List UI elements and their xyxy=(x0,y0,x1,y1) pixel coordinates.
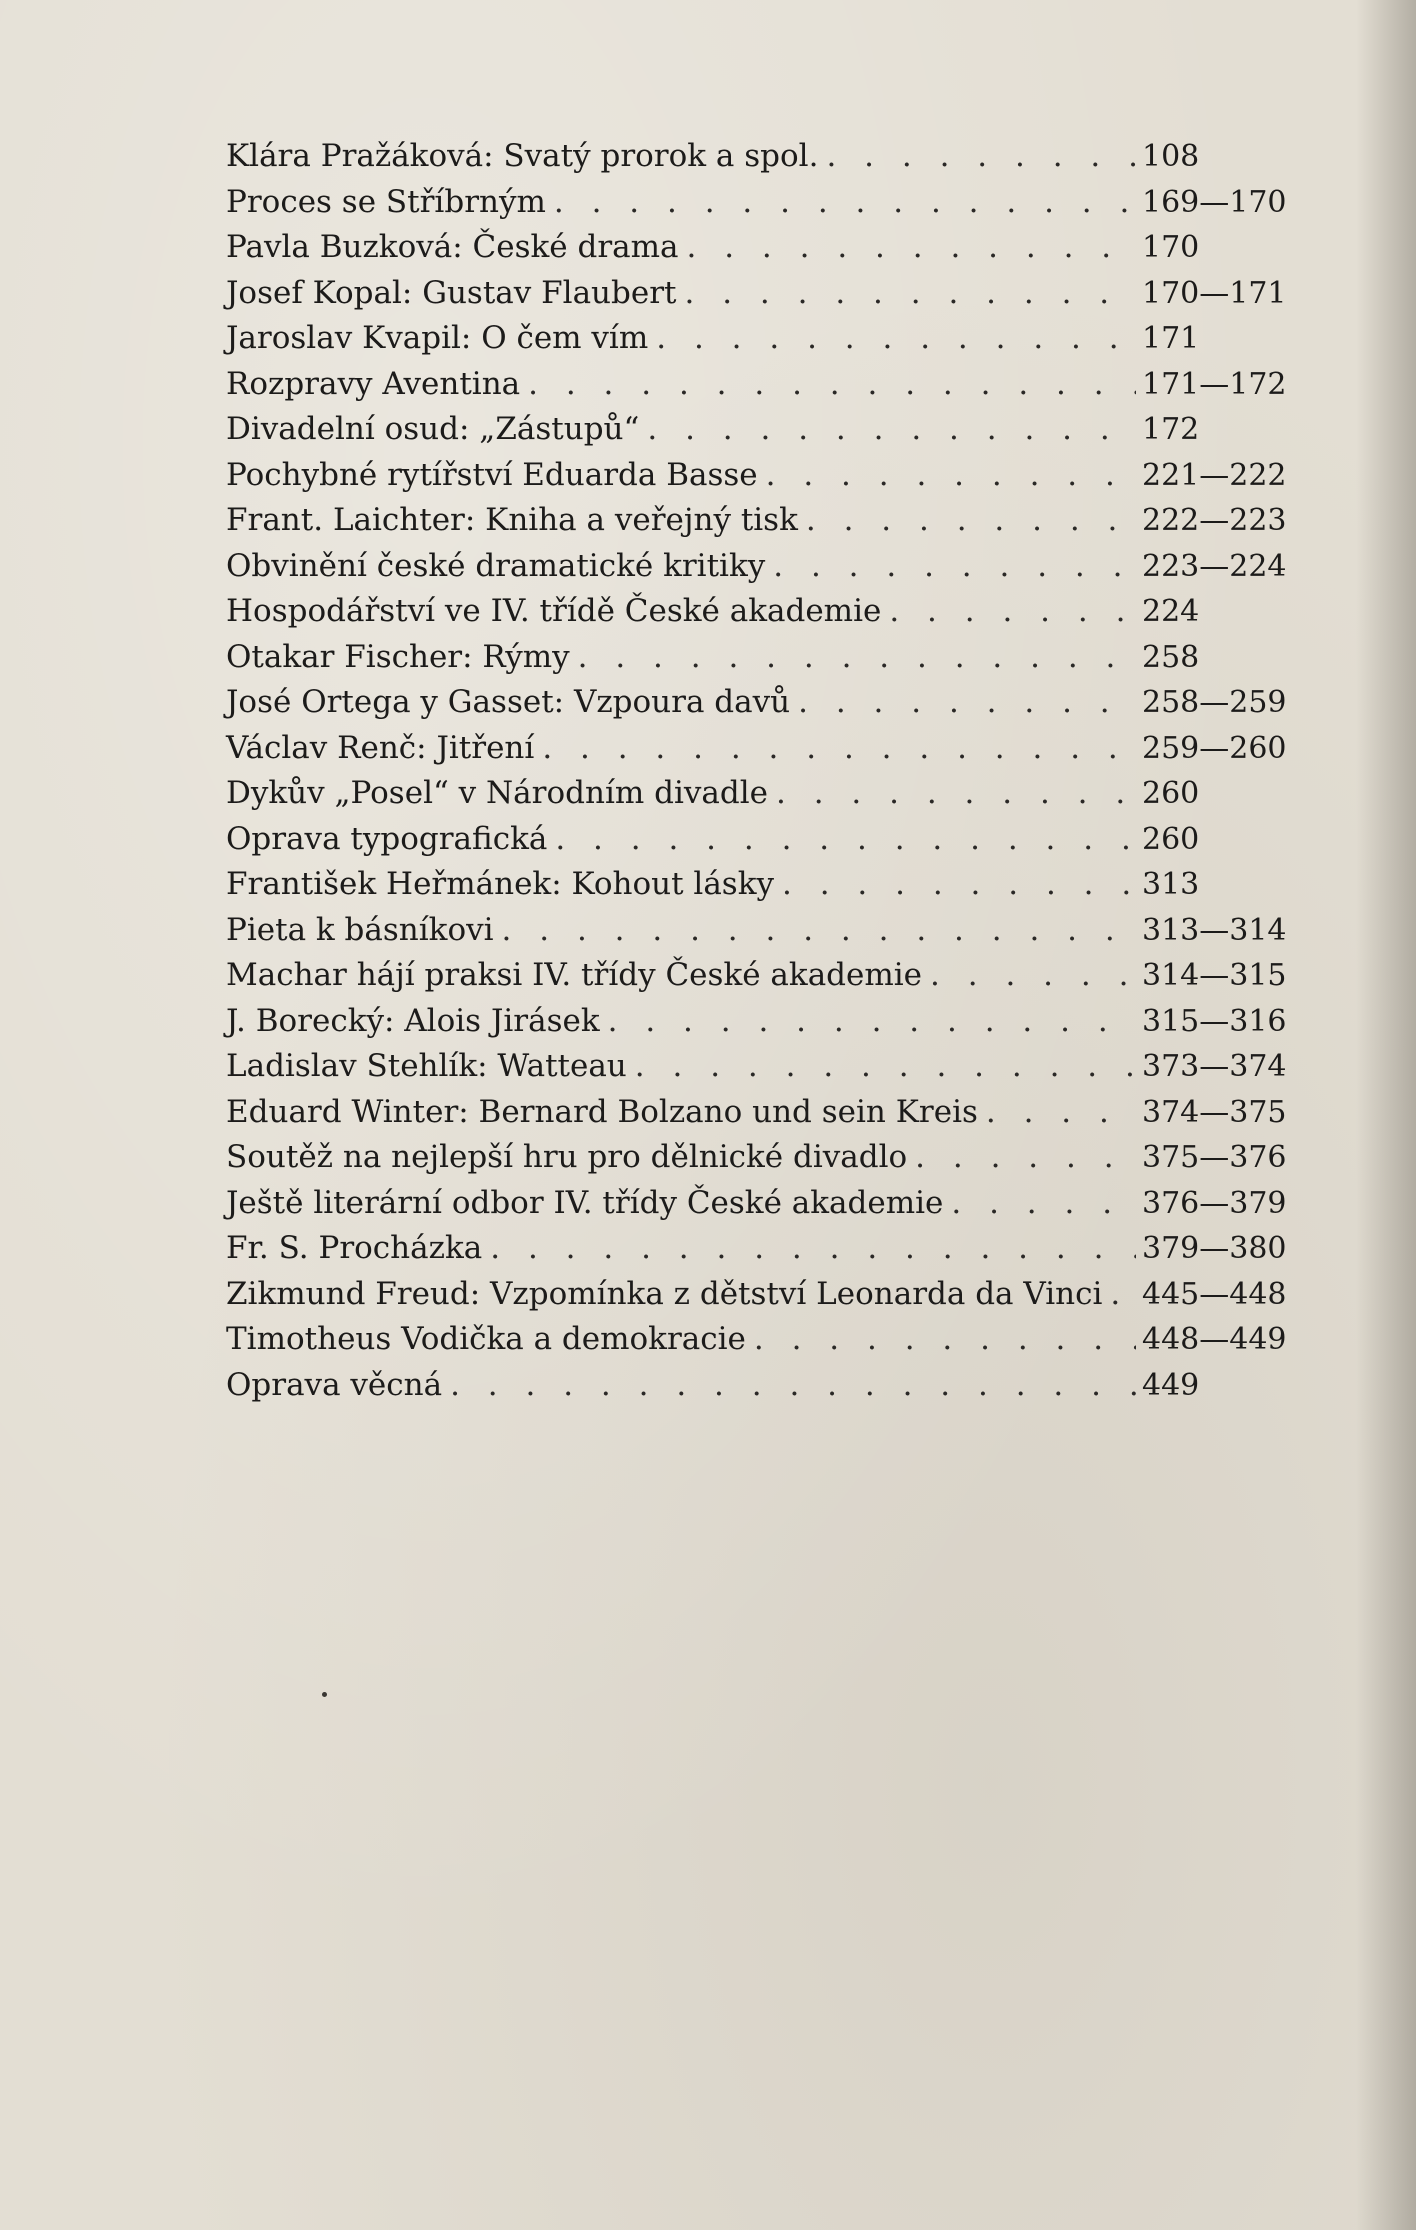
toc-entry xyxy=(226,639,1290,685)
toc-entry-page: 171 xyxy=(1142,321,1200,356)
dot-leader xyxy=(656,320,1136,356)
toc-entry-title: Oprava věcná xyxy=(226,1366,443,1403)
toc-entry-title: Eduard Winter: Bernard Bolzano und sein Kreis xyxy=(226,1093,978,1130)
dot-leader xyxy=(782,866,1136,902)
dot-leader xyxy=(450,1367,1136,1403)
toc-entry-title: J. Borecký: Alois Jirásek xyxy=(226,1002,600,1039)
toc-entry-page: 171—172 xyxy=(1142,366,1287,402)
toc-entry-title: Soutěž na nejlepší hru pro dělnické divadlo xyxy=(226,1139,908,1175)
dot-leader xyxy=(798,684,1136,720)
toc-entry-title: Oprava typografická xyxy=(226,820,548,857)
toc-entry xyxy=(226,684,1290,730)
toc-entry xyxy=(226,1048,1290,1094)
toc-entry xyxy=(226,1276,1290,1322)
dot-leader xyxy=(502,912,1136,948)
dot-leader xyxy=(554,184,1136,220)
toc-entry xyxy=(226,1185,1290,1231)
toc-entry-page: 448—449 xyxy=(1142,1322,1287,1357)
toc-entry-title: Dykův „Posel“ v Národním divadle xyxy=(226,775,768,811)
toc-entry-title: Pavla Buzková: České drama xyxy=(226,229,679,265)
toc-entry-page: 170 xyxy=(1142,230,1200,265)
toc-entry xyxy=(226,1367,1290,1413)
toc-entry xyxy=(226,502,1290,548)
toc-entry xyxy=(226,957,1290,1003)
toc-entry-page: 379—380 xyxy=(1142,1231,1287,1266)
toc-entry-page: 445—448 xyxy=(1142,1276,1287,1312)
dot-leader xyxy=(578,639,1136,675)
toc-entry xyxy=(226,229,1290,275)
toc-entry-title: Zikmund Freud: Vzpomínka z dětství Leonarda da Vinci xyxy=(226,1275,1103,1312)
toc-entry-title: Frant. Laichter: Kniha a veřejný tisk xyxy=(226,502,798,538)
toc-entry-title: Pochybné rytířství Eduarda Basse xyxy=(226,456,758,493)
toc-entry-page: 314—315 xyxy=(1142,958,1287,993)
toc-entry-page: 313—314 xyxy=(1142,912,1287,948)
toc-entry xyxy=(226,821,1290,867)
toc-entry-page: 108 xyxy=(1142,139,1200,174)
toc-entry-title: Rozpravy Aventina xyxy=(226,365,521,402)
dot-leader xyxy=(754,1321,1136,1357)
dot-leader xyxy=(951,1185,1136,1221)
dot-leader xyxy=(915,1139,1136,1175)
dot-leader xyxy=(826,138,1136,174)
dot-leader xyxy=(647,411,1136,447)
toc-entry xyxy=(226,866,1290,912)
dot-leader xyxy=(684,275,1136,311)
toc-entry-page: 260 xyxy=(1142,821,1200,857)
toc-entry-title: Ladislav Stehlík: Watteau xyxy=(226,1048,627,1084)
toc-entry-title: Václav Renč: Jitření xyxy=(226,729,535,766)
toc-entry-page: 221—222 xyxy=(1142,457,1287,493)
toc-entry xyxy=(226,138,1290,184)
toc-entry-page: 260 xyxy=(1142,776,1200,811)
toc-entry xyxy=(226,1094,1290,1140)
toc-entry-title: Machar hájí praksi IV. třídy České akademie xyxy=(226,957,923,993)
dot-leader xyxy=(687,229,1136,265)
toc-entry-title: Jaroslav Kvapil: O čem vím xyxy=(226,320,649,356)
dot-leader xyxy=(766,457,1136,493)
toc-entry xyxy=(226,275,1290,321)
toc-entry-title: Klára Pražáková: Svatý prorok a spol. xyxy=(226,138,819,174)
toc-entry xyxy=(226,320,1290,366)
toc-entry-title: Fr. S. Procházka xyxy=(226,1230,483,1266)
toc-entry xyxy=(226,1230,1290,1276)
table-of-contents xyxy=(226,138,1290,1412)
toc-entry-page: 258—259 xyxy=(1142,685,1287,720)
toc-entry xyxy=(226,457,1290,503)
dot-leader xyxy=(1110,1276,1136,1312)
toc-entry-page: 449 xyxy=(1142,1367,1200,1403)
toc-entry xyxy=(226,1003,1290,1049)
toc-entry-title: Hospodářství ve IV. třídě České akademie xyxy=(226,593,882,629)
toc-entry xyxy=(226,1321,1290,1367)
toc-entry-page: 376—379 xyxy=(1142,1185,1287,1221)
toc-entry xyxy=(226,730,1290,776)
dot-leader xyxy=(528,366,1136,402)
toc-entry-page: 170—171 xyxy=(1142,275,1287,311)
paper-speck xyxy=(322,1692,327,1697)
toc-entry xyxy=(226,366,1290,412)
toc-entry-page: 373—374 xyxy=(1142,1049,1287,1084)
toc-entry-page: 169—170 xyxy=(1142,184,1287,220)
dot-leader xyxy=(806,502,1136,538)
toc-entry-page: 313 xyxy=(1142,867,1200,902)
toc-entry xyxy=(226,411,1290,457)
toc-entry-page: 259—260 xyxy=(1142,730,1287,766)
toc-entry xyxy=(226,775,1290,821)
dot-leader xyxy=(635,1048,1136,1084)
toc-entry-title: Proces se Stříbrným xyxy=(226,183,546,220)
toc-entry xyxy=(226,548,1290,594)
toc-entry-page: 222—223 xyxy=(1142,503,1287,538)
toc-entry-page: 224 xyxy=(1142,594,1200,629)
toc-entry-title: Ještě literární odbor IV. třídy České akademie xyxy=(226,1184,944,1221)
dot-leader xyxy=(986,1094,1136,1130)
toc-entry-page: 258 xyxy=(1142,639,1200,675)
dot-leader xyxy=(889,593,1136,629)
toc-entry-page: 223—224 xyxy=(1142,548,1287,584)
dot-leader xyxy=(608,1003,1136,1039)
toc-entry-page: 315—316 xyxy=(1142,1003,1287,1039)
toc-entry-title: Otakar Fischer: Rýmy xyxy=(226,638,570,675)
toc-entry-title: Timotheus Vodička a demokracie xyxy=(226,1321,746,1357)
toc-entry-title: Obvinění české dramatické kritiky xyxy=(226,547,766,584)
toc-entry-title: Pieta k básníkovi xyxy=(226,911,494,948)
toc-entry-title: José Ortega y Gasset: Vzpoura davů xyxy=(226,684,791,720)
dot-leader xyxy=(773,548,1136,584)
toc-entry xyxy=(226,184,1290,230)
dot-leader xyxy=(542,730,1136,766)
dot-leader xyxy=(555,821,1136,857)
toc-entry-title: Divadelní osud: „Zástupů“ xyxy=(226,411,640,447)
dot-leader xyxy=(490,1230,1136,1266)
toc-entry-page: 375—376 xyxy=(1142,1140,1287,1175)
toc-entry-page: 172 xyxy=(1142,412,1200,447)
dot-leader xyxy=(930,957,1136,993)
toc-entry-title: Josef Kopal: Gustav Flaubert xyxy=(226,274,677,311)
toc-entry-page: 374—375 xyxy=(1142,1094,1287,1130)
toc-entry xyxy=(226,912,1290,958)
toc-entry xyxy=(226,1139,1290,1185)
dot-leader xyxy=(776,775,1136,811)
toc-entry xyxy=(226,593,1290,639)
toc-entry-title: František Heřmánek: Kohout lásky xyxy=(226,866,775,902)
